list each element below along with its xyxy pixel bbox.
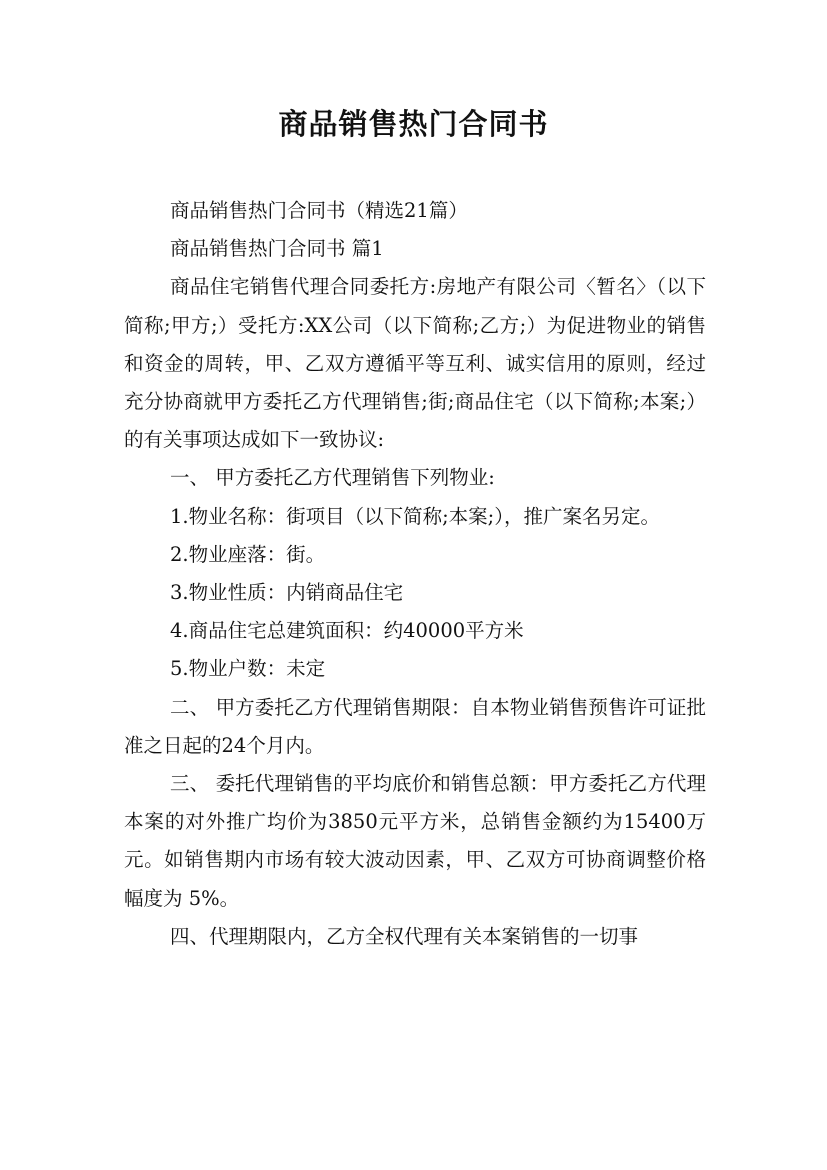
paragraph-clause-3: 三、 委托代理销售的平均底价和销售总额：甲方委托乙方代理本案的对外推广均价为3850元平方米，总销售金额约为15400万元。如销售期内市场有较大波动因素，甲、乙双方可协商调整价格幅度为 5%。: [124, 772, 706, 910]
paragraph-item-3: 3.物业性质：内销商品住宅: [170, 581, 404, 605]
paragraph-intro: 商品住宅销售代理合同委托方:房地产有限公司〈暂名〉（以下简称;甲方;）受托方:XX公司（以下简称;乙方;）为促进物业的销售和资金的周转，甲、乙双方遵循平等互利、诚实信用的原则，经过充分协商就甲方委托乙方代理销售;街;商品住宅（以下简称;本案;）的有关事项达成如下一致协议:: [124, 275, 706, 452]
paragraph-item-4: 4.商品住宅总建筑面积：约40000平方米: [170, 619, 524, 643]
paragraph-clause-2: 二、 甲方委托乙方代理销售期限：自本物业销售预售许可证批准之日起的24个月内。: [124, 695, 706, 757]
paragraph-item-1: 1.物业名称：街项目（以下简称;本案;），推广案名另定。: [170, 504, 660, 528]
paragraph-section-heading: 商品销售热门合同书 篇1: [170, 237, 384, 261]
paragraph-clause-4: 四、代理期限内，乙方全权代理有关本案销售的一切事: [170, 924, 639, 948]
paragraph-item-5: 5.物业户数：未定: [170, 657, 326, 681]
document-body: [124, 192, 706, 956]
paragraph-clause-1: 一、 甲方委托乙方代理销售下列物业:: [170, 466, 495, 490]
document-title: 商品销售热门合同书: [278, 107, 549, 141]
paragraph-item-2: 2.物业座落：街。: [170, 542, 326, 566]
paragraph-subtitle: 商品销售热门合同书（精选21篇）: [170, 199, 468, 222]
